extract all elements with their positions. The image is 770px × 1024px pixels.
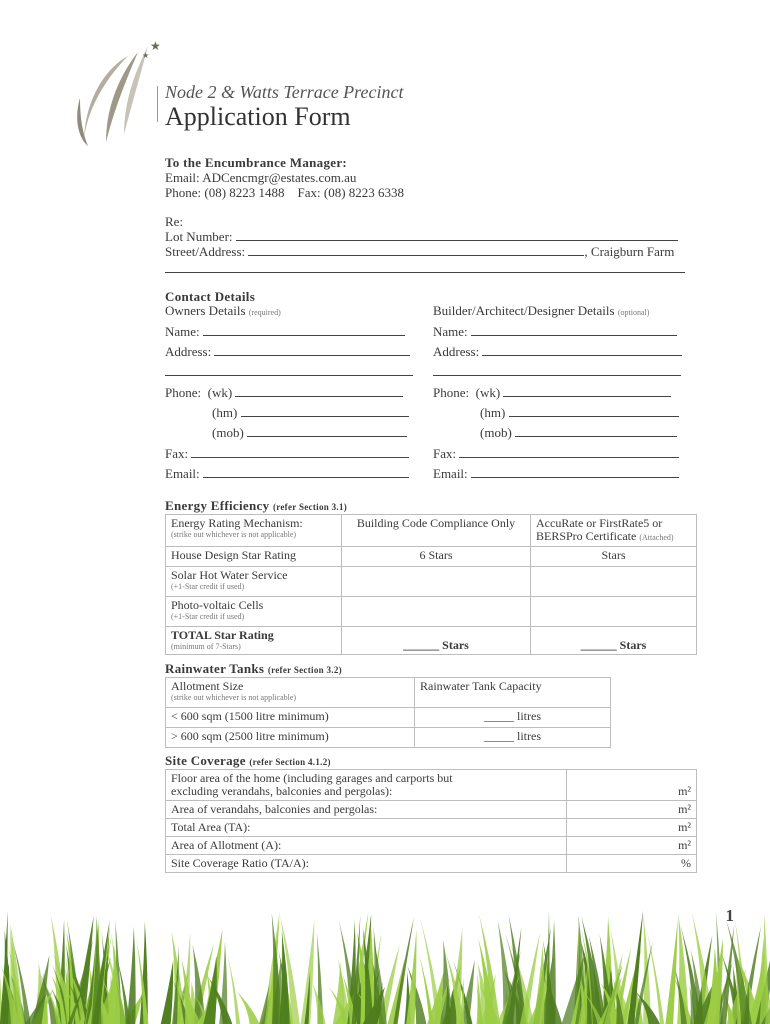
- builder-phone-mob-row: [480, 425, 677, 440]
- builder-details-label: [433, 303, 649, 320]
- total-rating-bcc-blank: ______: [403, 638, 440, 652]
- page-number: 1: [725, 906, 734, 925]
- rainwater-heading-row: [165, 661, 342, 678]
- leaf-logo-icon: [66, 38, 162, 150]
- owner-name-label: Name:: [165, 324, 200, 339]
- house-rating-bcc: 6 Stars: [342, 547, 531, 567]
- rainwater-heading: Rainwater Tanks: [165, 661, 265, 676]
- owner-phone-wk-field[interactable]: [235, 385, 403, 397]
- builder-email-field[interactable]: [471, 466, 679, 478]
- form-subtitle: Node 2 & Watts Terrace Precinct: [165, 82, 404, 102]
- total-rating-accurate-stars: Stars: [619, 638, 647, 652]
- street-address-suffix: , Craigburn Farm: [584, 244, 675, 259]
- owner-phone-wk-row: [165, 385, 403, 400]
- energy-col-accurate[interactable]: [531, 515, 697, 547]
- total-rating-note: (minimum of 7-Stars): [171, 642, 241, 651]
- floor-area-label: [166, 770, 567, 801]
- site-table: [165, 769, 697, 873]
- total-rating-bcc[interactable]: [342, 627, 531, 655]
- builder-email-row: [433, 466, 679, 481]
- total-rating-cell: [166, 627, 342, 655]
- recipient-heading: To the Encumbrance Manager:: [165, 155, 348, 170]
- recipient-email: Email: ADCencmgr@estates.com.au: [165, 170, 357, 185]
- recipient-fax: Fax: (08) 8223 6338: [297, 185, 405, 200]
- energy-col-bcc[interactable]: Building Code Compliance Only: [342, 515, 531, 547]
- solar-label: Solar Hot Water Service: [171, 568, 288, 582]
- owner-phone-hm-field[interactable]: [241, 405, 409, 417]
- grass-blade: [665, 919, 677, 1024]
- owner-name-row: [165, 324, 405, 339]
- energy-col-accurate-note: (Attached): [639, 533, 674, 542]
- owner-hm-label: (hm): [212, 405, 238, 420]
- owner-name-field[interactable]: [203, 324, 405, 336]
- allotment-size-note: (strike out whichever is not applicable): [171, 693, 297, 702]
- builder-hm-label: (hm): [480, 405, 506, 420]
- tank-capacity-header: Rainwater Tank Capacity: [415, 678, 611, 708]
- street-address-row: [165, 244, 674, 259]
- energy-table: [165, 514, 697, 655]
- energy-col-accurate-line1: AccuRate or FirstRate5 or: [536, 516, 663, 530]
- pv-note: (+1-Star credit if used): [171, 612, 245, 621]
- header-divider: [157, 86, 158, 122]
- owner-address-row: [165, 344, 410, 359]
- builder-fax-row: [433, 446, 679, 461]
- pv-accurate-cell[interactable]: [531, 597, 697, 627]
- svg-text:★: ★: [142, 51, 150, 60]
- builder-name-label: Name:: [433, 324, 468, 339]
- lot-number-label: Lot Number:: [165, 229, 233, 244]
- owner-phone-mob-row: [212, 425, 407, 440]
- pv-cell: [166, 597, 342, 627]
- solar-accurate-cell[interactable]: [531, 567, 697, 597]
- owners-details-text: Owners Details: [165, 303, 246, 318]
- allotment-area-label: Area of Allotment (A):: [166, 837, 567, 855]
- energy-mechanism-cell: [166, 515, 342, 547]
- total-rating-label: TOTAL Star Rating: [171, 628, 274, 642]
- owner-phone-label: Phone:: [165, 385, 202, 400]
- re-label: Re:: [165, 214, 184, 229]
- lot-number-row: [165, 229, 678, 244]
- owner-address-field[interactable]: [214, 344, 410, 356]
- builder-address-field[interactable]: [482, 344, 682, 356]
- total-rating-accurate-blank: ______: [580, 638, 617, 652]
- owner-fax-label: Fax:: [165, 446, 189, 461]
- energy-heading-row: [165, 498, 347, 515]
- owner-phone-hm-row: [212, 405, 409, 420]
- builder-email-label: Email:: [433, 466, 468, 481]
- svg-text:★: ★: [150, 39, 161, 53]
- house-rating-accurate[interactable]: Stars: [531, 547, 697, 567]
- builder-fax-field[interactable]: [459, 446, 679, 458]
- tank-capacity-large-blank: _____: [484, 729, 514, 743]
- solar-cell: [166, 567, 342, 597]
- owner-address-field-2[interactable]: [165, 364, 413, 376]
- builder-wk-label: (wk): [475, 385, 501, 400]
- site-heading-row: [165, 753, 331, 770]
- builder-name-row: [433, 324, 677, 339]
- pv-label: Photo-voltaic Cells: [171, 598, 264, 612]
- floor-area-line2: excluding verandahs, balconies and pergolas):: [171, 784, 393, 798]
- tank-capacity-small[interactable]: [415, 708, 611, 728]
- total-rating-bcc-stars: Stars: [442, 638, 469, 652]
- owner-mob-label: (mob): [212, 425, 244, 440]
- verandah-area-value[interactable]: m²: [567, 801, 697, 819]
- rainwater-ref: (refer Section 3.2): [267, 665, 342, 675]
- allotment-size-label: Allotment Size: [171, 679, 244, 693]
- owner-phone-mob-field[interactable]: [247, 425, 407, 437]
- builder-phone-mob-field[interactable]: [515, 425, 677, 437]
- grass-blade: [227, 954, 240, 1024]
- house-rating-label: House Design Star Rating: [166, 547, 342, 567]
- tank-capacity-large-unit: litres: [517, 729, 541, 743]
- site-ref: (refer Section 4.1.2): [249, 757, 331, 767]
- builder-address-field-2[interactable]: [433, 364, 681, 376]
- allotment-area-value[interactable]: m²: [567, 837, 697, 855]
- pv-bcc-cell[interactable]: [342, 597, 531, 627]
- owner-email-field[interactable]: [203, 466, 409, 478]
- form-title: Application Form: [165, 102, 351, 131]
- energy-heading: Energy Efficiency: [165, 498, 270, 513]
- builder-fax-label: Fax:: [433, 446, 457, 461]
- solar-note: (+1-Star credit if used): [171, 582, 245, 591]
- owner-fax-row: [165, 446, 409, 461]
- floor-area-line1: Floor area of the home (including garages and carports but: [171, 771, 453, 785]
- street-address-label: Street/Address:: [165, 244, 246, 259]
- builder-details-text: Builder/Architect/Designer Details: [433, 303, 615, 318]
- owner-email-label: Email:: [165, 466, 200, 481]
- builder-phone-wk-row: [433, 385, 671, 400]
- builder-phone-hm-row: [480, 405, 679, 420]
- grass-blade: [237, 992, 260, 1024]
- builder-phone-wk-field[interactable]: [503, 385, 671, 397]
- coverage-ratio-label: Site Coverage Ratio (TA/A):: [166, 855, 567, 873]
- coverage-ratio-value[interactable]: %: [567, 855, 697, 873]
- owner-fax-field[interactable]: [191, 446, 409, 458]
- verandah-area-label: Area of verandahs, balconies and pergolas:: [166, 801, 567, 819]
- builder-phone-hm-field[interactable]: [509, 405, 679, 417]
- grass-blade: [161, 961, 173, 1024]
- recipient-phone: Phone: (08) 8223 1488: [165, 185, 285, 200]
- total-area-label: Total Area (TA):: [166, 819, 567, 837]
- builder-name-field[interactable]: [471, 324, 677, 336]
- solar-bcc-cell[interactable]: [342, 567, 531, 597]
- builder-address-label: Address:: [433, 344, 480, 359]
- tank-capacity-small-blank: _____: [484, 709, 514, 723]
- lot-number-field[interactable]: [236, 229, 678, 241]
- rainwater-table: [165, 677, 611, 748]
- recipient-phone-fax: [165, 185, 404, 200]
- site-heading: Site Coverage: [165, 753, 246, 768]
- total-area-value[interactable]: m²: [567, 819, 697, 837]
- owner-wk-label: (wk): [207, 385, 233, 400]
- energy-mechanism-note: (strike out whichever is not applicable): [171, 530, 297, 539]
- builder-mob-label: (mob): [480, 425, 512, 440]
- owner-address-label: Address:: [165, 344, 212, 359]
- owners-required-note: (required): [248, 308, 281, 317]
- street-address-field-2[interactable]: [165, 261, 685, 273]
- grass-border-image: [0, 906, 770, 1024]
- energy-col-accurate-line2: BERSPro Certificate: [536, 529, 637, 543]
- allotment-small[interactable]: < 600 sqm (1500 litre minimum): [166, 708, 415, 728]
- floor-area-value[interactable]: m²: [567, 770, 697, 801]
- energy-mechanism-label: Energy Rating Mechanism:: [171, 516, 303, 530]
- tank-capacity-large[interactable]: [415, 728, 611, 748]
- allotment-size-cell: [166, 678, 415, 708]
- energy-ref: (refer Section 3.1): [272, 502, 348, 512]
- street-address-field[interactable]: [248, 244, 584, 256]
- builder-address-row: [433, 344, 682, 359]
- contact-heading: Contact Details: [165, 289, 256, 304]
- tank-capacity-small-unit: litres: [517, 709, 541, 723]
- total-rating-accurate[interactable]: [531, 627, 697, 655]
- builder-phone-label: Phone:: [433, 385, 470, 400]
- allotment-large[interactable]: > 600 sqm (2500 litre minimum): [166, 728, 415, 748]
- owners-details-label: [165, 303, 281, 320]
- builder-optional-note: (optional): [617, 308, 650, 317]
- owner-email-row: [165, 466, 409, 481]
